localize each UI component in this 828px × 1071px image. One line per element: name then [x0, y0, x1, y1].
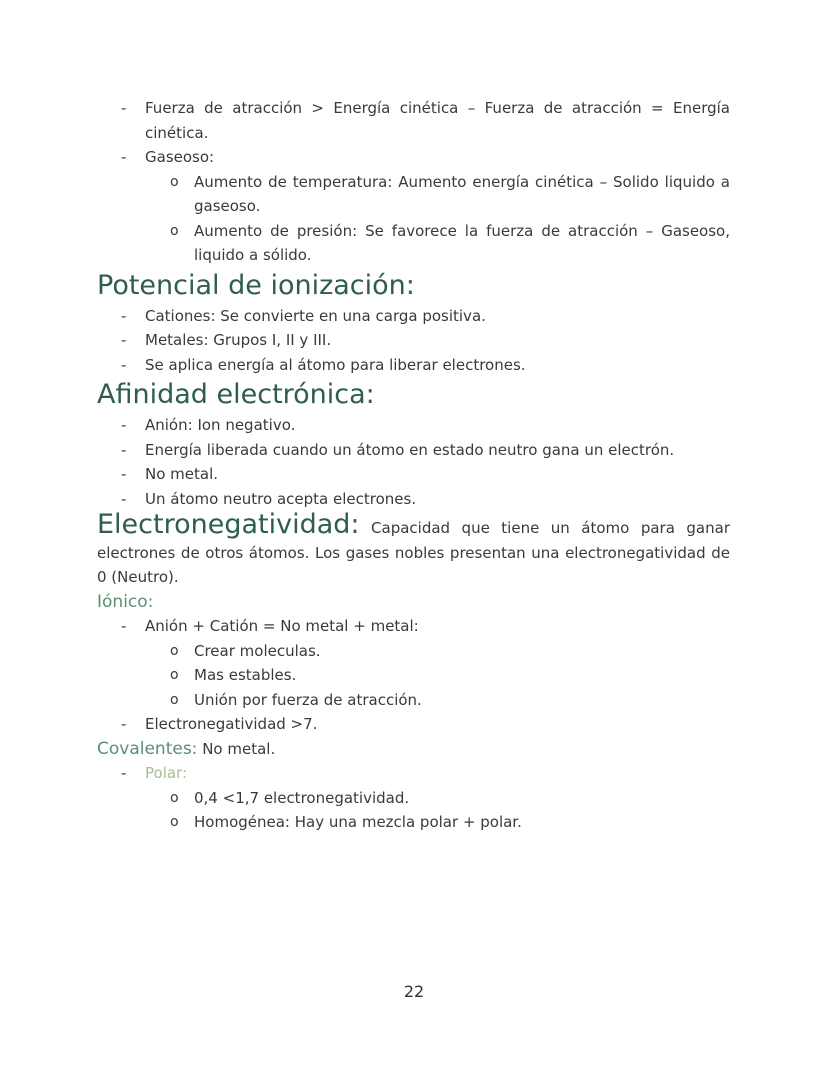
list-item: [97, 614, 730, 639]
sub-list-item: [97, 219, 730, 268]
list-item: [97, 328, 730, 353]
subheading-ionic: Iónico:: [97, 591, 154, 612]
page-number: 22: [403, 982, 425, 1001]
page-content: [97, 96, 730, 835]
circle-marker: o: [170, 173, 179, 190]
covalent-line: [97, 737, 730, 762]
list-item-text: Gaseoso:: [145, 148, 215, 166]
circle-marker: o: [170, 691, 179, 708]
list-item: [97, 487, 730, 512]
dash-marker: -: [121, 617, 127, 635]
dash-marker: -: [121, 465, 127, 483]
dash-marker: -: [121, 306, 127, 325]
sub-list-item: [97, 639, 730, 664]
list-item: [97, 304, 730, 329]
list-item-text: Energía liberada cuando un átomo en estado neutro gana un electrón.: [145, 440, 675, 459]
circle-marker: o: [170, 789, 179, 806]
sub-list-item-text: Homogénea: Hay una mezcla polar + polar.: [194, 813, 522, 831]
electronegativity-text: Capacidad que tiene un átomo para ganar electrones de otros átomos. Los gases nobles presentan una electronegatividad de 0 (Neutro).: [97, 519, 730, 586]
circle-marker: o: [170, 642, 179, 659]
circle-marker: o: [170, 814, 179, 830]
sub-list-item-text: Crear moleculas.: [194, 641, 321, 660]
dash-marker: -: [121, 99, 127, 117]
list-item-text: Anión + Catión = No metal + metal:: [145, 617, 419, 635]
sub-list-item-text: Unión por fuerza de atracción.: [194, 690, 422, 709]
dash-marker: -: [121, 148, 127, 166]
dash-marker: -: [121, 440, 127, 459]
list-item: [97, 413, 730, 438]
sub-list-item-text: Mas estables.: [194, 666, 297, 684]
dash-marker: -: [121, 331, 127, 349]
section-heading-affinity: Afinidad electrónica:: [97, 379, 375, 410]
list-item-text: Electronegatividad >7.: [145, 715, 318, 733]
list-item: [97, 145, 730, 170]
list-item: [97, 712, 730, 737]
sub-list-item-text: Aumento de presión: Se favorece la fuerza de atracción – Gaseoso, liquido a sólido.: [194, 221, 730, 264]
list-item-text: Anión: Ion negativo.: [145, 416, 296, 434]
section-heading-ionization: Potencial de ionización:: [97, 269, 415, 301]
polar-label: Polar:: [145, 764, 188, 782]
sub-list-item: [97, 170, 730, 219]
list-item: [97, 761, 730, 786]
sub-list-item: [97, 810, 730, 835]
dash-marker: -: [121, 764, 127, 782]
electronegativity-paragraph: [97, 509, 730, 590]
list-item-text: Un átomo neutro acepta electrones.: [145, 489, 417, 508]
circle-marker: o: [170, 667, 179, 683]
list-item-text: No metal.: [145, 465, 219, 483]
list-item-text: Metales: Grupos I, II y III.: [145, 331, 332, 349]
list-item: [97, 96, 730, 145]
sub-list-item: [97, 688, 730, 713]
list-item: [97, 353, 730, 378]
list-item: [97, 438, 730, 463]
dash-marker: -: [121, 416, 127, 434]
list-item-text: Fuerza de atracción > Energía cinética – Fuerza de atracción = Energía cinética.: [145, 99, 730, 142]
sub-list-item-text: Aumento de temperatura: Aumento energía cinética – Solido liquido a gaseoso.: [194, 172, 730, 215]
sub-list-item-text: 0,4 <1,7 electronegatividad.: [194, 788, 410, 807]
list-item: [97, 462, 730, 487]
circle-marker: o: [170, 222, 179, 239]
list-item-text: Cationes: Se convierte en una carga positiva.: [145, 306, 486, 325]
covalent-text: No metal.: [202, 739, 276, 758]
dash-marker: -: [121, 355, 127, 374]
subheading-covalent: Covalentes:: [97, 738, 198, 759]
sub-list-item: [97, 663, 730, 688]
dash-marker: -: [121, 489, 127, 508]
section-heading-electronegativity: Electronegatividad:: [97, 509, 360, 540]
dash-marker: -: [121, 715, 127, 733]
list-item-text: Se aplica energía al átomo para liberar electrones.: [145, 355, 526, 374]
sub-list-item: [97, 786, 730, 811]
